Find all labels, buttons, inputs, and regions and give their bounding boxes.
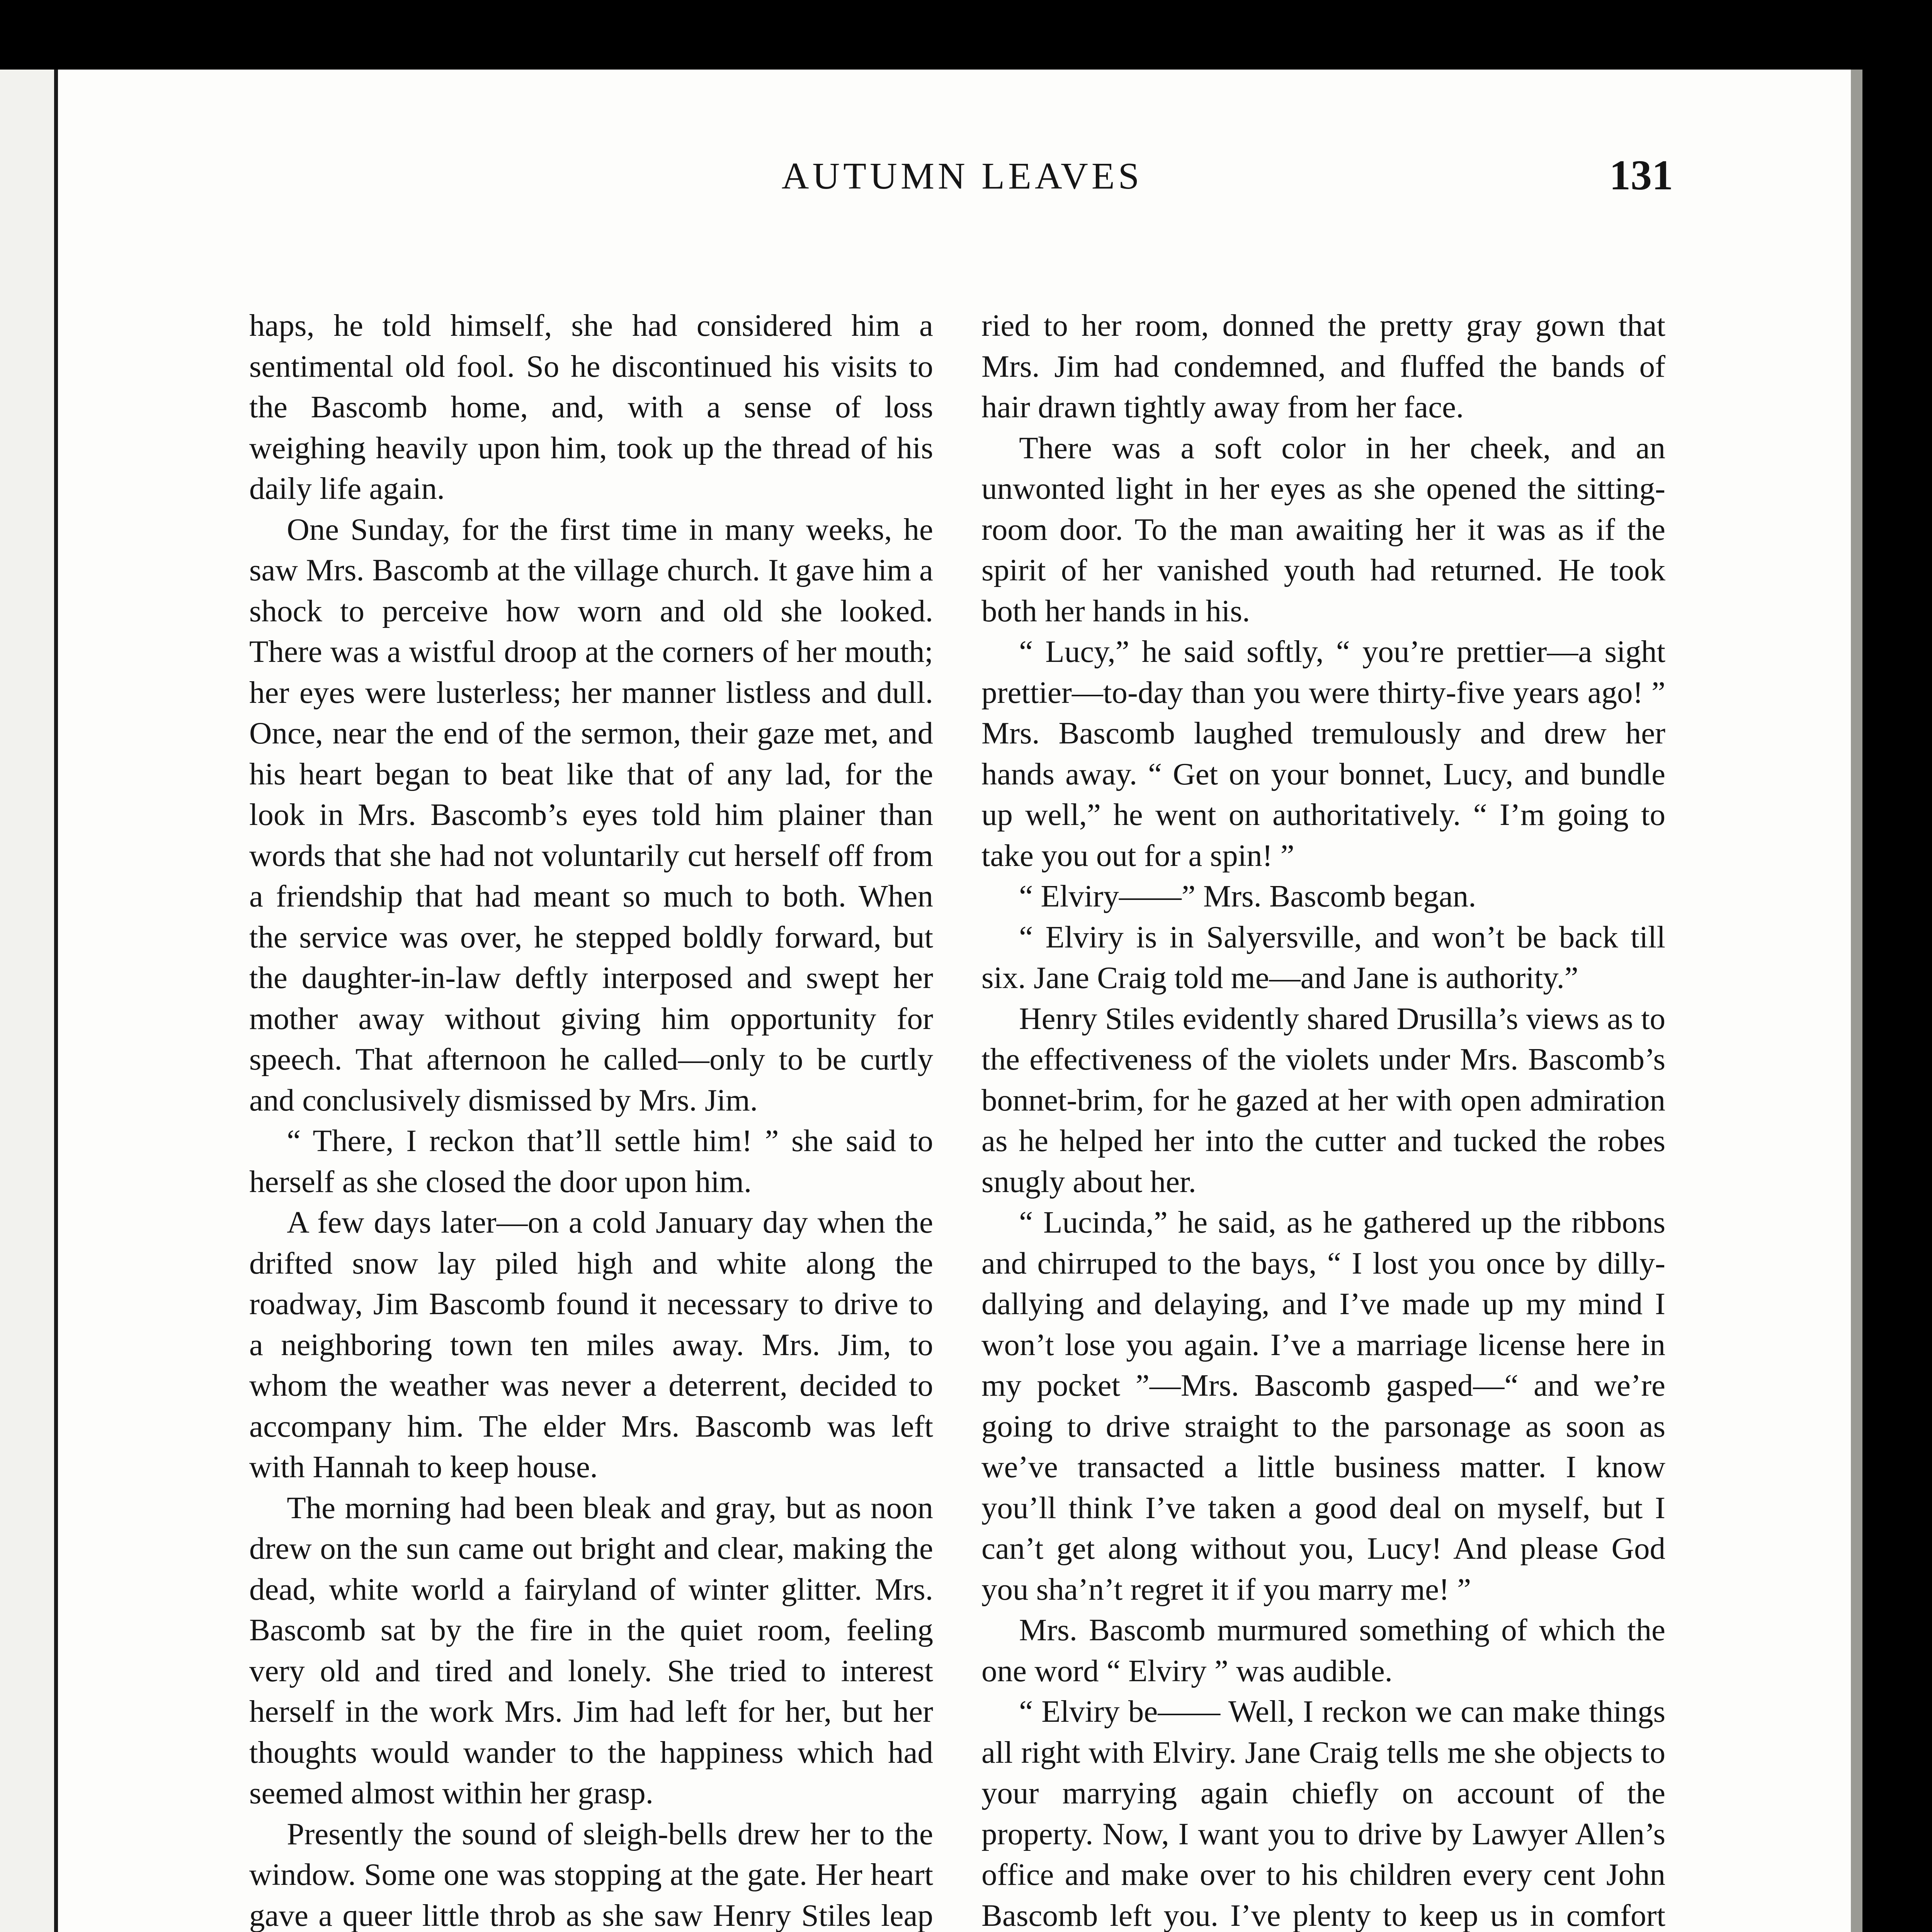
paragraph: There was a soft color in her cheek, and an unwonted light in her eyes as she opened the sitting-room door. To the man awaiting her it was as if the spirit of her vanished youth had returned. He took both her hands in his. [981, 430, 1665, 628]
paragraph: “ Lucinda,” he said, as he gathered up the ribbons and chirruped to the bays, “ I lost you once by dilly-dallying and delaying, and I’ve made up my mind I won’t lose you again. I’ve a marriage license here in my pocket ”—Mrs. Bascomb gasped—“ and we’re going to drive straight to the parsonage as soon as we’ve transacted a little business matter. I know you’ll think I’ve taken a good deal on myself, but I can’t get along without you, Lucy! And please God you sha’n’t regret it if you marry me! ” [981, 1205, 1665, 1607]
page-edge-shadow [1851, 70, 1862, 1932]
paragraph: One Sunday, for the first time in many weeks, he saw Mrs. Bascomb at the village church. It gave him a shock to perceive how worn and old she looked. There was a wistful droop at the corners of her mouth; her eyes were lusterless; her manner listless and dull. Once, near the end of the sermon, their gaze met, and his heart began to beat like that of any lad, for the look in Mrs. Bascomb’s eyes told him plainer than words that she had not voluntarily cut herself off from a friendship that had meant so much to both. When the service was over, he stepped boldly forward, but the daughter-in-law deftly interposed and swept her mother away without giving him opportunity for speech. That afternoon he called—only to be curtly and conclusively dismissed by Mrs. Jim. [249, 512, 933, 1117]
paragraph: Mrs. Bascomb murmured something of which the one word “ Elviry ” was audible. [981, 1612, 1665, 1688]
paragraph: Henry Stiles evidently shared Drusilla’s views as to the effectiveness of the violets under Mrs. Bascomb’s bonnet-brim, for he gazed at her with open admiration as he helped her into the cutter and tucked the robes snugly about her. [981, 1001, 1665, 1199]
text-column-right [981, 305, 1665, 1932]
paragraph: ried to her room, donned the pretty gray gown that Mrs. Jim had condemned, and fluffed the bands of hair drawn tightly away from her face. [981, 308, 1665, 424]
paragraph: “ Lucy,” he said softly, “ you’re prettier—a sight prettier—to-day than you were thirty-five years ago! ” Mrs. Bascomb laughed tremulously and drew her hands away. “ Get on your bonnet, Lucy, and bundle up well,” he went on authoritatively. “ I’m going to take you out for a spin! ” [981, 634, 1665, 873]
paragraph: “ There, I reckon that’ll settle him! ” she said to herself as she closed the door upon him. [249, 1123, 933, 1199]
text-column-left [249, 305, 933, 1932]
paragraph: “ Elviry——” Mrs. Bascomb began. [1019, 879, 1476, 913]
paragraph: A few days later—on a cold January day when the drifted snow lay piled high and white along the roadway, Jim Bascomb found it necessary to drive to a neighboring town ten miles away. Mrs. Jim, to whom the weather was never a deterrent, decided to accompany him. The elder Mrs. Bascomb was left with Hannah to keep house. [249, 1205, 933, 1484]
paragraph: The morning had been bleak and gray, but as noon drew on the sun came out bright and clear, making the dead, white world a fairyland of winter glitter. Mrs. Bascomb sat by the fire in the quiet room, feeling very old and tired and lonely. She tried to interest herself in the work Mrs. Jim had left for her, but her thoughts would wander to the happiness which had seemed almost within her grasp. [249, 1490, 933, 1810]
paragraph: “ Elviry is in Salyersville, and won’t be back till six. Jane Craig told me—and Jane is authority.” [981, 919, 1665, 995]
running-title: AUTUMN LEAVES [781, 155, 1143, 197]
page-number: 131 [1609, 151, 1673, 199]
book-spine-edge [0, 70, 58, 1932]
paragraph: haps, he told himself, she had considered him a sentimental old fool. So he discontinued his visits to the Bascomb home, and, with a sense of loss weighing heavily upon him, took up the thread of his daily life again. [249, 308, 933, 506]
page-header [251, 151, 1673, 213]
paragraph: “ Elviry be—— Well, I reckon we can make things all right with Elviry. Jane Craig tells me she objects to your marrying again chiefly on account of the property. Now, I want you to drive by Lawyer Allen’s office and make over to his children every cent John Bascomb left you. I’ve plenty to keep us in comfort [981, 1694, 1665, 1932]
paragraph: Presently the sound of sleigh-bells drew her to the window. Some one was stopping at the gate. Her heart gave a queer little throb as she saw Henry Stiles leap [249, 1816, 933, 1932]
